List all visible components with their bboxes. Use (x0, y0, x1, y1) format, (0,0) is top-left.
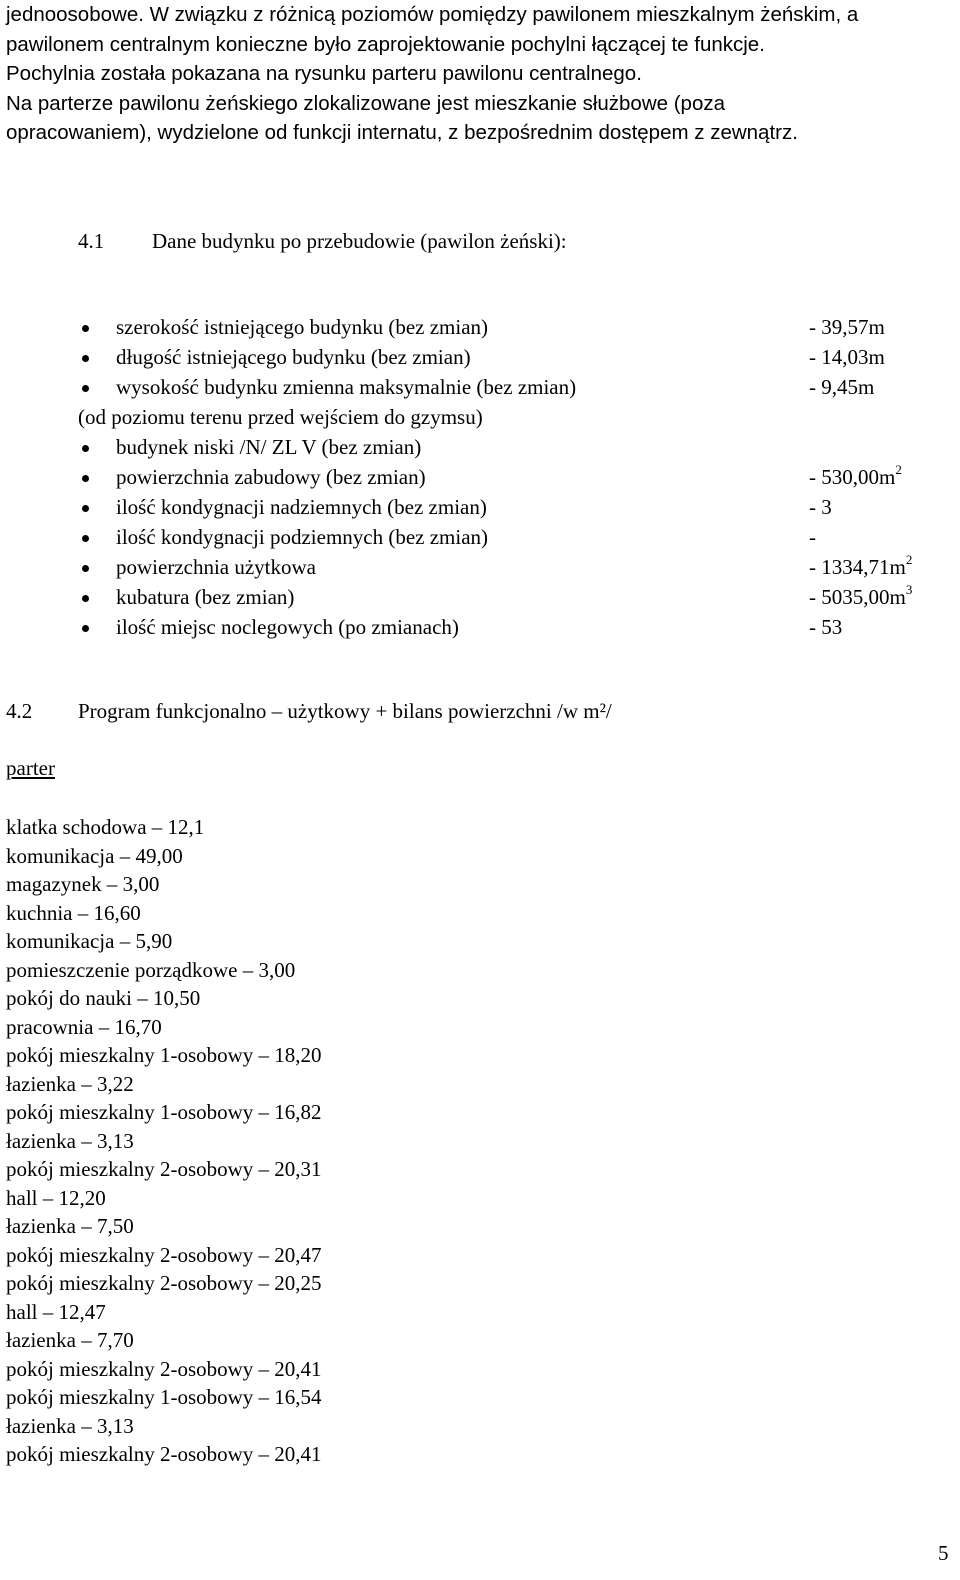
room-item: magazynek – 3,00 (6, 872, 160, 896)
fact-item (78, 612, 958, 642)
room-item: pomieszczenie porządkowe – 3,00 (6, 957, 296, 982)
section-number: 4.2 (6, 699, 33, 723)
fact-value: - (809, 525, 816, 549)
building-facts-list (78, 312, 958, 642)
room-item: hall – 12,47 (6, 1299, 106, 1324)
room-item: pokój mieszkalny 2-osobowy – 20,41 (6, 1442, 322, 1466)
room-item: hall – 12,20 (6, 1185, 106, 1210)
intro-paragraph (6, 0, 956, 148)
room-item: pokój mieszkalny 1-osobowy – 16,82 (6, 1100, 322, 1124)
room-item: komunikacja – 5,90 (6, 929, 173, 953)
fact-item (78, 582, 958, 612)
room-item: pracownia – 16,70 (6, 1014, 162, 1039)
fact-item (78, 552, 958, 582)
room-item: pokój mieszkalny 1-osobowy – 18,20 (6, 1043, 322, 1067)
room-item: pokój do nauki – 10,50 (6, 986, 201, 1010)
room-item: kuchnia – 16,60 (6, 900, 141, 925)
bullet-icon (82, 565, 89, 572)
bullet-icon (82, 325, 89, 332)
fact-label: (od poziomu terenu przed wejściem do gzymsu) (78, 405, 483, 429)
bullet-icon (82, 625, 89, 632)
superscript: 3 (905, 582, 913, 597)
fact-item (78, 342, 958, 372)
bullet-icon (82, 475, 89, 482)
section-4-1-heading (78, 229, 567, 254)
fact-label: długość istniejącego budynku (bez zmian) (116, 345, 471, 369)
room-item: pokój mieszkalny 2-osobowy – 20,47 (6, 1242, 322, 1267)
fact-item (78, 312, 958, 342)
fact-value: - $530,00m^2$ (809, 462, 902, 489)
superscript: 2 (905, 552, 913, 567)
bullet-icon (82, 445, 89, 452)
fact-value: - 53 (809, 615, 843, 639)
floor-label: parter (6, 756, 55, 780)
room-item: pokój mieszkalny 1-osobowy – 16,54 (6, 1385, 322, 1409)
fact-label: powierzchnia użytkowa (116, 555, 317, 579)
room-list (6, 813, 322, 1469)
fact-item (78, 432, 958, 462)
fact-label: szerokość istniejącego budynku (bez zmian) (116, 315, 489, 339)
fact-item (78, 522, 958, 552)
room-item: łazienka – 3,22 (6, 1071, 134, 1096)
intro-line: opracowaniem), wydzielone od funkcji internatu, z bezpośrednim dostępem z zewnątrz. (6, 121, 798, 144)
room-item: komunikacja – 49,00 (6, 843, 183, 868)
fact-value: - 9,45m (809, 375, 875, 399)
fact-value: - 3 (809, 495, 832, 519)
fact-label: ilość miejsc noclegowych (po zmianach) (116, 615, 459, 639)
bullet-icon (82, 535, 89, 542)
section-number: 4.1 (78, 229, 105, 253)
intro-line: jednoosobowe. W związku z różnicą poziomów pomiędzy pawilonem mieszkalnym żeńskim, a (6, 3, 859, 26)
fact-value: - $5035,00m^3$ (809, 582, 913, 609)
room-item: łazienka – 3,13 (6, 1128, 134, 1153)
room-item: pokój mieszkalny 2-osobowy – 20,25 (6, 1271, 322, 1295)
bullet-icon (82, 505, 89, 512)
fact-item (78, 492, 958, 522)
fact-label: ilość kondygnacji nadziemnych (bez zmian) (116, 495, 487, 519)
section-title: Program funkcjonalno – użytkowy + bilans powierzchni /w m²/ (78, 699, 612, 723)
fact-label: kubatura (bez zmian) (116, 585, 295, 609)
section-4-2-heading (6, 699, 612, 724)
intro-line: Pochylnia została pokazana na rysunku parteru pawilonu centralnego. (6, 62, 642, 85)
fact-label: wysokość budynku zmienna maksymalnie (bez zmian) (116, 375, 577, 399)
fact-item (78, 372, 958, 402)
section-title: Dane budynku po przebudowie (pawilon żeński): (152, 229, 567, 253)
fact-label: budynek niski /N/ ZL V (bez zmian) (116, 435, 422, 459)
room-item: pokój mieszkalny 2-osobowy – 20,31 (6, 1157, 322, 1181)
fact-value: - $1334,71m^2$ (809, 552, 913, 579)
fact-value: - 14,03m (809, 345, 885, 369)
intro-line: Na parterze pawilonu żeńskiego zlokalizowane jest mieszkanie służbowe (poza (6, 91, 726, 115)
fact-value: - 39,57m (809, 315, 885, 339)
room-item: klatka schodowa – 12,1 (6, 815, 205, 839)
fact-label: ilość kondygnacji podziemnych (bez zmian) (116, 525, 489, 549)
room-item: łazienka – 7,70 (6, 1328, 134, 1352)
page-number: 5 (938, 1541, 949, 1565)
fact-label: powierzchnia zabudowy (bez zmian) (116, 465, 426, 489)
room-item: pokój mieszkalny 2-osobowy – 20,41 (6, 1356, 322, 1381)
bullet-icon (82, 355, 89, 362)
superscript: 2 (895, 462, 902, 477)
fact-item (78, 462, 958, 492)
intro-line: pawilonem centralnym konieczne było zaprojektowanie pochylni łączącej te funkcje. (6, 32, 765, 56)
fact-continuation (78, 402, 958, 432)
room-item: łazienka – 7,50 (6, 1214, 134, 1238)
room-item: łazienka – 3,13 (6, 1413, 134, 1438)
bullet-icon (82, 595, 89, 602)
bullet-icon (82, 385, 89, 392)
